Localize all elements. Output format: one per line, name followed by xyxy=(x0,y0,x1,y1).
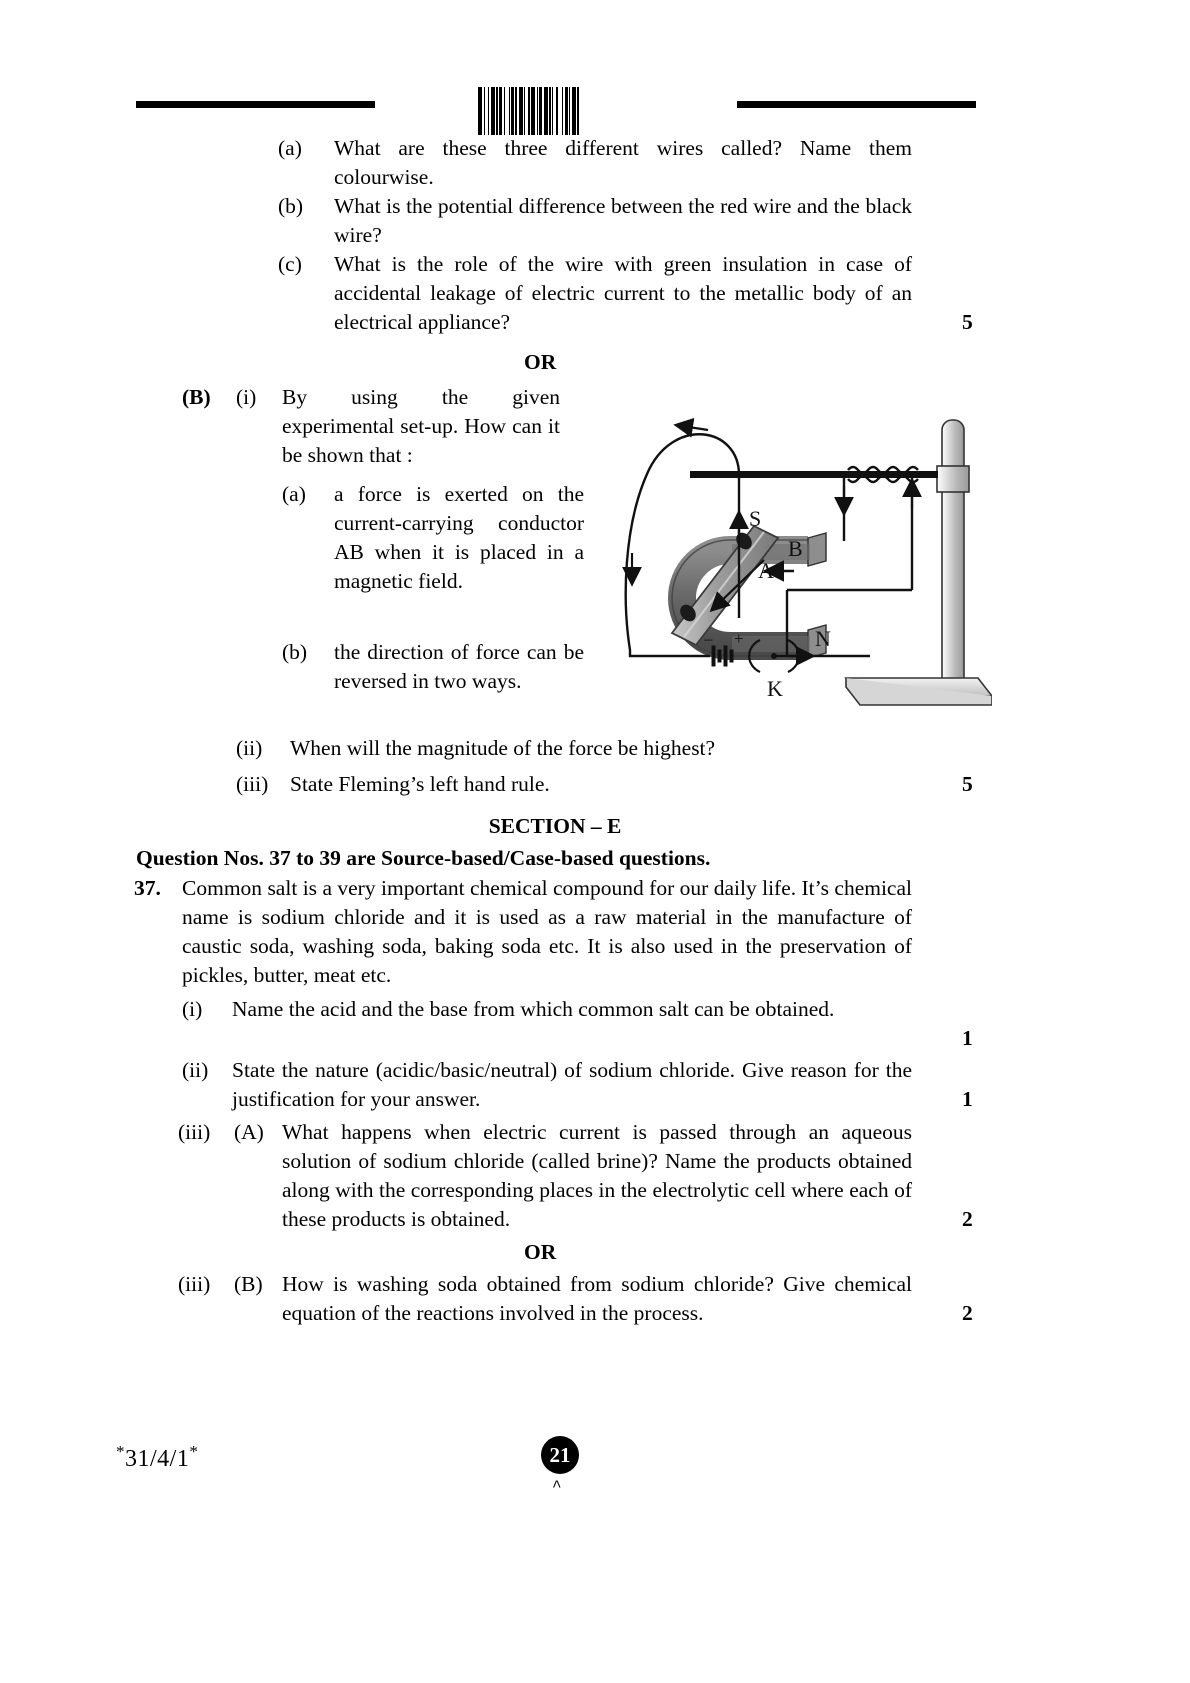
q36-option-b-text-iii: State Fleming’s left hand rule. xyxy=(290,772,550,796)
q36-option-b-sub-a-text: a force is exerted on the current-carrying conductor AB when it is placed in a magnetic field. xyxy=(334,482,584,593)
magnetic-force-experiment-diagram xyxy=(612,378,992,718)
q37-part-iii-sublabel-a: (A) xyxy=(234,1120,264,1144)
paper-code-asterisk-right: * xyxy=(189,1442,199,1461)
battery-negative-label: – xyxy=(704,629,713,648)
q36-option-b-roman-i: (i) xyxy=(236,385,257,409)
q36-option-b-stem: By using the given experimental set-up. How can it be shown that : xyxy=(282,385,560,467)
q37-part-ii-label: (ii) xyxy=(182,1058,209,1082)
q37-part-iii-a-text: What happens when electric current is passed through an aqueous solution of sodium chloride (called brine)? Name the products obtained along with the corresponding places in the electrolytic cell where each of these products is obtained. xyxy=(282,1120,912,1231)
q37-part-i-marks: 1 xyxy=(962,1026,973,1050)
magnet-south-pole-label: S xyxy=(749,506,762,531)
q37-part-ii-marks: 1 xyxy=(962,1087,973,1111)
q37-passage-text: Common salt is a very important chemical compound for our daily life. It’s chemical name is sodium chloride and it is used as a raw material in the manufacture of caustic soda, washing soda, baking soda etc. It is also used in the preservation of pickles, butter, meat etc. xyxy=(182,876,912,987)
q37-part-iii-a-marks: 2 xyxy=(962,1207,973,1231)
wire-arrowheads xyxy=(739,486,912,538)
paper-code-value: 31/4/1 xyxy=(125,1446,190,1472)
header-rule-right xyxy=(737,101,976,108)
q36-marks-abc: 5 xyxy=(962,310,973,334)
magnet-north-pole-label: N xyxy=(815,626,831,651)
q36-part-a-label: (a) xyxy=(278,136,302,160)
conductor-end-a-label: A xyxy=(758,558,774,583)
q36-part-a-text: What are these three different wires called? Name them colourwise. xyxy=(334,136,912,189)
q36-option-b-sub-a-label: (a) xyxy=(282,482,306,506)
q36-or-divider: OR xyxy=(524,350,557,374)
support-rod xyxy=(690,467,938,482)
q36-option-b-sub-b-label: (b) xyxy=(282,640,308,664)
q36-option-b-roman-ii: (ii) xyxy=(236,736,263,760)
q37-part-ii-text: State the nature (acidic/basic/neutral) of sodium chloride. Give reason for the justification for your answer. xyxy=(232,1058,912,1111)
q36-option-b-roman-iii: (iii) xyxy=(236,772,269,796)
page-number-badge: 21 xyxy=(541,1436,579,1474)
q36-option-b-text-ii: When will the magnitude of the force be highest? xyxy=(290,736,716,760)
section-e-instruction: Question Nos. 37 to 39 are Source-based/Case-based questions. xyxy=(136,846,711,870)
q37-alt-part-marks: 2 xyxy=(962,1301,973,1325)
q36-part-c-label: (c) xyxy=(278,252,302,276)
section-e-heading: SECTION – E xyxy=(488,814,622,838)
paper-code xyxy=(116,1442,198,1473)
q36-part-c-text: What is the role of the wire with green insulation in case of accidental leakage of electric current to the metallic body of an electrical appliance? xyxy=(334,252,912,334)
page-caret-marker: ^ xyxy=(552,1478,562,1496)
q37-alt-part-sublabel-b: (B) xyxy=(234,1272,263,1296)
q37-part-i-text: Name the acid and the base from which common salt can be obtained. xyxy=(232,997,835,1021)
q37-part-iii-label: (iii) xyxy=(178,1120,211,1144)
q36-marks-b: 5 xyxy=(962,772,973,796)
q36-option-b-label: (B) xyxy=(182,385,211,409)
header-rule-left xyxy=(136,101,375,108)
q37-part-i-label: (i) xyxy=(182,997,203,1021)
q37-passage xyxy=(182,874,912,990)
q37-alt-part-label: (iii) xyxy=(178,1272,211,1296)
conductor-end-b-label: B xyxy=(788,536,803,561)
q36-part-b-label: (b) xyxy=(278,194,304,218)
barcode xyxy=(478,87,638,135)
q37-number: 37. xyxy=(134,876,161,900)
paper-code-asterisk-left: * xyxy=(116,1442,125,1461)
q36-option-b-sub-b-text: the direction of force can be reversed in two ways. xyxy=(334,640,584,693)
key-label: K xyxy=(767,676,783,701)
retort-stand xyxy=(846,420,992,705)
battery-positive-label: + xyxy=(734,629,744,648)
q36-part-b-text: What is the potential difference between the red wire and the black wire? xyxy=(334,194,912,247)
page-header xyxy=(0,92,1190,132)
q37-alt-part-text: How is washing soda obtained from sodium chloride? Give chemical equation of the reactions involved in the process. xyxy=(282,1272,912,1325)
q37-or-divider: OR xyxy=(524,1240,557,1264)
